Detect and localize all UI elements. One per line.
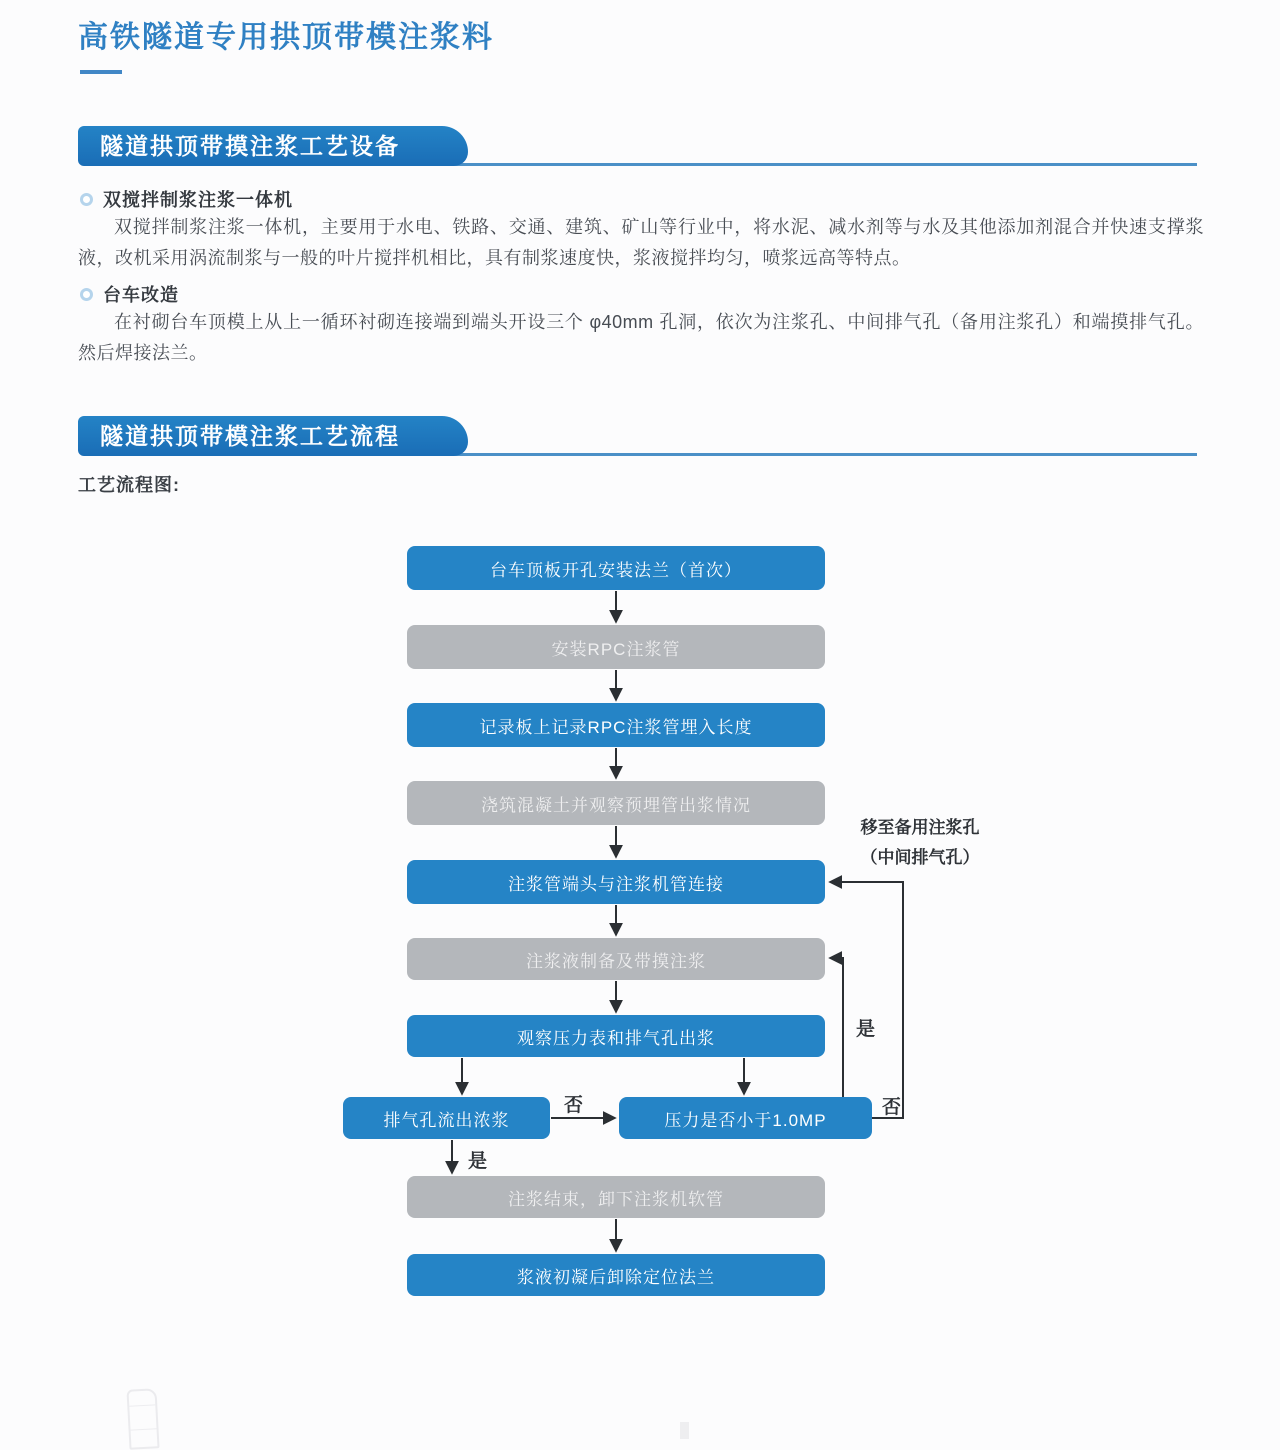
section-banner-equipment: 隧道拱顶带摸注浆工艺设备 [78,126,468,166]
loop-annotation [838,813,1002,873]
flow-node-remove-flange: 浆液初凝后卸除定位法兰 [407,1254,825,1296]
flow-diagram-label: 工艺流程图: [78,475,180,495]
edge-label-no: 否 [564,1095,584,1116]
item-heading: 台车改造 [103,285,179,305]
paragraph: 双搅拌制浆注浆一体机，主要用于水电、铁路、交通、建筑、矿山等行业中，将水泥、减水剂等与水及其他添加剂混合并快速支撑浆液，改机采用涡流制浆与一般的叶片搅拌机相比，具有制浆速度快，浆液搅拌均匀，喷浆远高等特点。 [78,217,1204,268]
item-heading: 双搅拌制浆注浆一体机 [103,190,293,210]
flow-node-connect-machine: 注浆管端头与注浆机管连接 [407,860,825,904]
bullet-item [80,281,179,307]
edge-label-loop-yes: 是 [856,1019,876,1040]
flow-node-install-flange: 台车顶板开孔安装法兰（首次） [407,546,825,590]
flow-node-prepare-grout: 注浆液制备及带摸注浆 [407,938,825,980]
edge-loop-pressure-no [831,882,903,1118]
paragraph: 在衬砌台车顶模上从上一循环衬砌连接端到端头开设三个 φ40mm 孔洞，依次为注浆孔、中间排气孔（备用注浆孔）和端摸排气孔。然后焊接法兰。 [78,312,1204,363]
bullet-item [80,186,293,212]
loop-annotation-line1: 移至备用注浆孔 [860,818,980,837]
flow-node-grouting-finished: 注浆结束，卸下注浆机软管 [407,1176,825,1218]
page-title: 高铁隧道专用拱顶带模注浆料 [78,21,494,54]
ring-bullet-icon [80,193,93,206]
flow-node-pressure-check: 压力是否小于1.0MP [619,1097,872,1139]
flow-node-vent-thick-grout: 排气孔流出浓浆 [343,1097,550,1139]
loop-annotation-line2: （中间排气孔） [860,848,980,867]
flow-node-record-length: 记录板上记录RPC注浆管埋入长度 [407,703,825,747]
flow-node-pour-concrete: 浇筑混凝土并观察预埋管出浆情况 [407,781,825,825]
edge-label-yes: 是 [468,1151,488,1172]
edge-label-loop-no: 否 [882,1097,902,1118]
ring-bullet-icon [80,288,93,301]
flow-node-install-rpc-pipe: 安装RPC注浆管 [407,625,825,669]
edge-loop-pressure-yes [831,958,843,1097]
flow-node-observe-pressure: 观察压力表和排气孔出浆 [407,1015,825,1057]
section-banner-process: 隧道拱顶带模注浆工艺流程 [78,416,468,456]
